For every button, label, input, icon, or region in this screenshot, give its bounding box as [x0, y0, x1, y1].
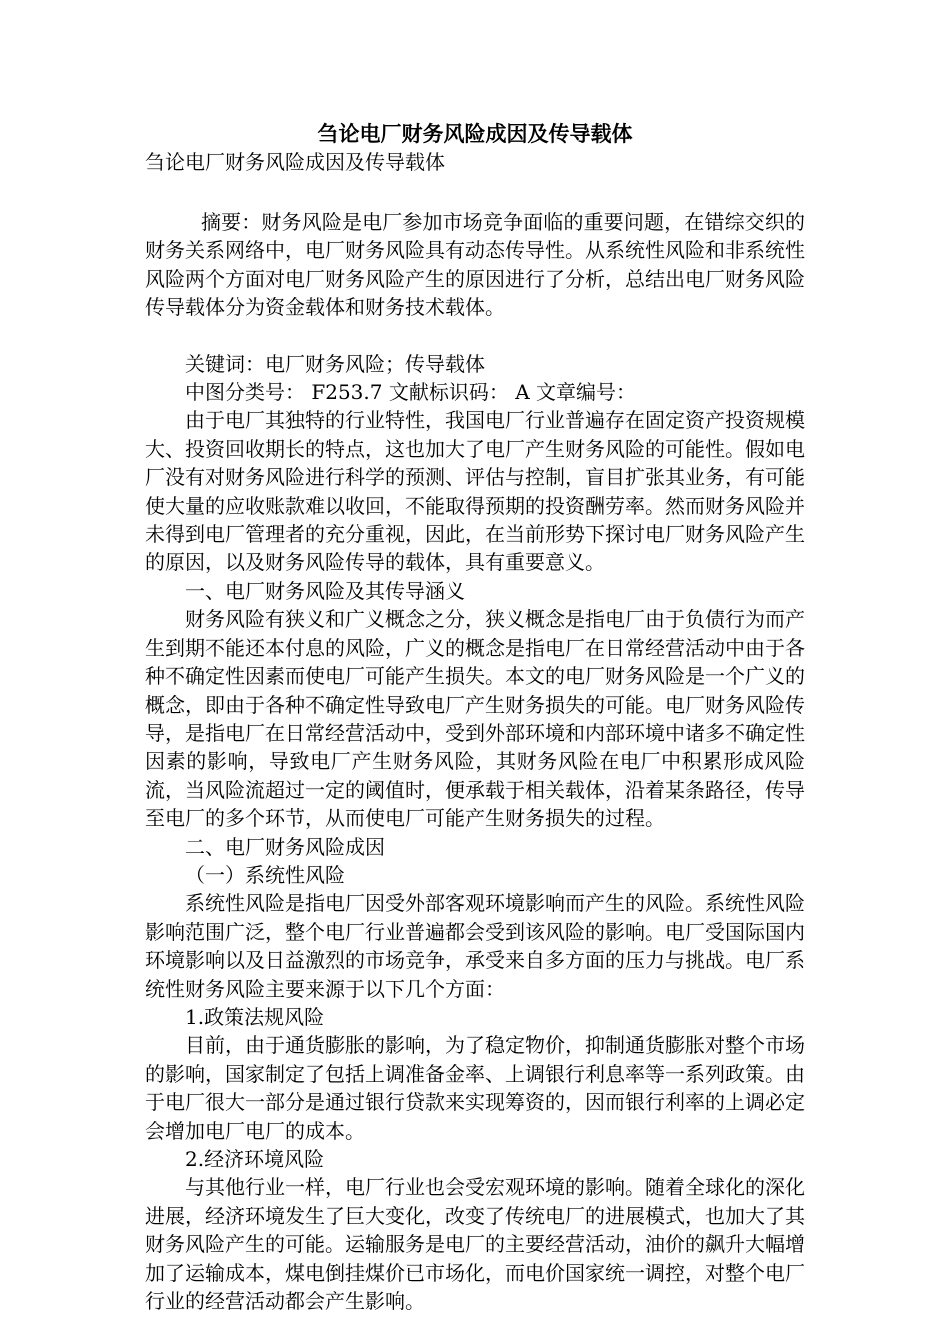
abstract-paragraph: 摘要：财务风险是电厂参加市场竞争面临的重要问题，在错综交织的财务关系网络中，电厂财务风险具有动态传导性。从系统性风险和非系统性风险两个方面对电厂财务风险产生的原因进行了分析，总结出电厂财务风险传导载体分为资金载体和财务技术载体。 [145, 210, 805, 320]
item-1-paragraph: 目前，由于通货膨胀的影响，为了稳定物价，抑制通货膨胀对整个市场的影响，国家制定了包括上调准备金率、上调银行利息率等一系列政策。由于电厂很大一部分是通过银行贷款来实现筹资的，因而银行利率的上调必定会增加电厂电厂的成本。 [145, 1033, 805, 1143]
section-2-paragraph: 系统性风险是指电厂因受外部客观环境影响而产生的风险。系统性风险影响范围广泛，整个电厂行业普遍都会受到该风险的影响。电厂受国际国内环境影响以及日益激烈的市场竞争，承受来自多方面的压力与挑战。电厂系统性财务风险主要来源于以下几个方面： [145, 891, 805, 1001]
section-1-paragraph: 财务风险有狭义和广义概念之分，狭义概念是指电厂由于负债行为而产生到期不能还本付息的风险，广义的概念是指电厂在日常经营活动中由于各种不确定性因素而使电厂可能产生损失。本文的电厂财务风险是一个广义的概念，即由于各种不确定性导致电厂产生财务损失的可能。电厂财务风险传导，是指电厂在日常经营活动中，受到外部环境和内部环境中诸多不确定性因素的影响，导致电厂产生财务风险，其财务风险在电厂中积累形成风险流，当风险流超过一定的阈值时，便承载于相关载体，沿着某条路径，传导至电厂的多个环节，从而使电厂可能产生财务损失的过程。 [145, 607, 805, 831]
classification-line: 中图分类号： F253.7 文献标识码： A 文章编号： [185, 380, 637, 405]
section-1-heading: 一、电厂财务风险及其传导涵义 [185, 578, 465, 603]
keywords-line: 关键词：电厂财务风险；传导载体 [185, 351, 485, 376]
item-2-paragraph: 与其他行业一样，电厂行业也会受宏观环境的影响。随着全球化的深化进展，经济环境发生了巨大变化，改变了传统电厂的进展模式，也加大了其财务风险产生的可能。运输服务是电厂的主要经营活动，油价的飙升大幅增加了运输成本，煤电倒挂煤价已市场化，而电价国家统一调控，对整个电厂行业的经营活动都会产生影响。 [145, 1175, 805, 1314]
spacer [145, 176, 805, 208]
document-subtitle: 刍论电厂财务风险成因及传导载体 [145, 150, 445, 174]
document-page [145, 120, 805, 1315]
section-2-subheading: （一）系统性风险 [185, 862, 345, 887]
item-2-heading: 2.经济环境风险 [185, 1147, 325, 1171]
item-1-heading: 1.政策法规风险 [185, 1004, 325, 1029]
section-2-heading: 二、电厂财务风险成因 [185, 834, 385, 859]
spacer [145, 322, 805, 350]
document-title: 刍论电厂财务风险成因及传导载体 [317, 121, 633, 146]
intro-paragraph: 由于电厂其独特的行业特性，我国电厂行业普遍存在固定资产投资规模大、投资回收期长的特点，这也加大了电厂产生财务风险的可能性。假如电厂没有对财务风险进行科学的预测、评估与控制，盲目扩张其业务，有可能使大量的应收账款难以收回，不能取得预期的投资酬劳率。然而财务风险并未得到电厂管理者的充分重视，因此，在当前形势下探讨电厂财务风险产生的原因，以及财务风险传导的载体，具有重要意义。 [145, 408, 805, 575]
